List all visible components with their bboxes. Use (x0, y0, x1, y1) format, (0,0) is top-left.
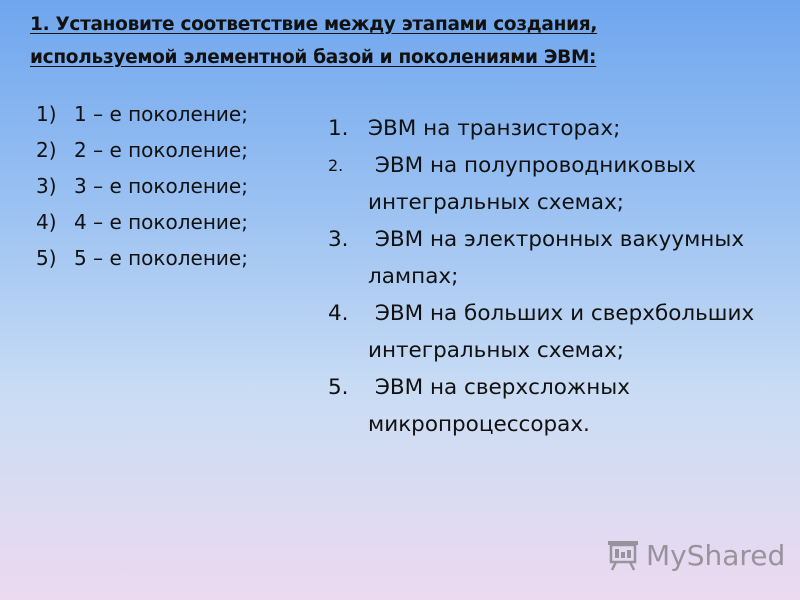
list-item (36, 96, 248, 132)
list-item-number: 3. (328, 227, 349, 252)
list-item (36, 204, 248, 240)
list-item-text: ЭВМ на транзисторах; (368, 116, 621, 141)
list-item (328, 369, 778, 443)
list-item-text: ЭВМ на сверхсложных микропроцессорах. (368, 375, 637, 437)
list-item-number: 1. (328, 116, 349, 141)
presentation-board-icon (606, 538, 640, 572)
list-item-text: ЭВМ на полупроводниковых интегральных схемах; (368, 153, 703, 215)
page-title (30, 8, 790, 74)
list-item-number: 5. (328, 375, 349, 400)
list-item-text: 5 – е поколение; (74, 246, 248, 270)
generations-list (36, 96, 248, 276)
list-item-text: 3 – е поколение; (74, 174, 248, 198)
list-item-number: 4) (36, 210, 57, 234)
element-base-list (328, 110, 778, 443)
title-line-2: используемой элементной базой и поколениями ЭВМ: (30, 47, 597, 68)
list-item-text: 4 – е поколение; (74, 210, 248, 234)
list-item-text: 2 – е поколение; (74, 138, 248, 162)
list-item-number: 1) (36, 102, 57, 126)
list-item-number: 4. (328, 301, 349, 326)
list-item (328, 295, 778, 369)
list-item-text: ЭВМ на электронных вакуумных лампах; (368, 227, 751, 289)
list-item-number: 3) (36, 174, 57, 198)
list-item-number: 2. (328, 156, 344, 175)
watermark-text: MyShared (646, 538, 786, 572)
list-item-number: 2) (36, 138, 57, 162)
list-item-number: 5) (36, 246, 57, 270)
list-item (36, 132, 248, 168)
list-item-text: 1 – е поколение; (74, 102, 248, 126)
list-item-text: ЭВМ на больших и сверхбольших интегральных схемах; (368, 301, 762, 363)
list-item (328, 110, 778, 147)
list-item (328, 147, 778, 221)
title-line-1: 1. Установите соответствие между этапами создания, (30, 14, 598, 35)
list-item (328, 221, 778, 295)
watermark (606, 538, 785, 572)
list-item (36, 168, 248, 204)
list-item (36, 240, 248, 276)
